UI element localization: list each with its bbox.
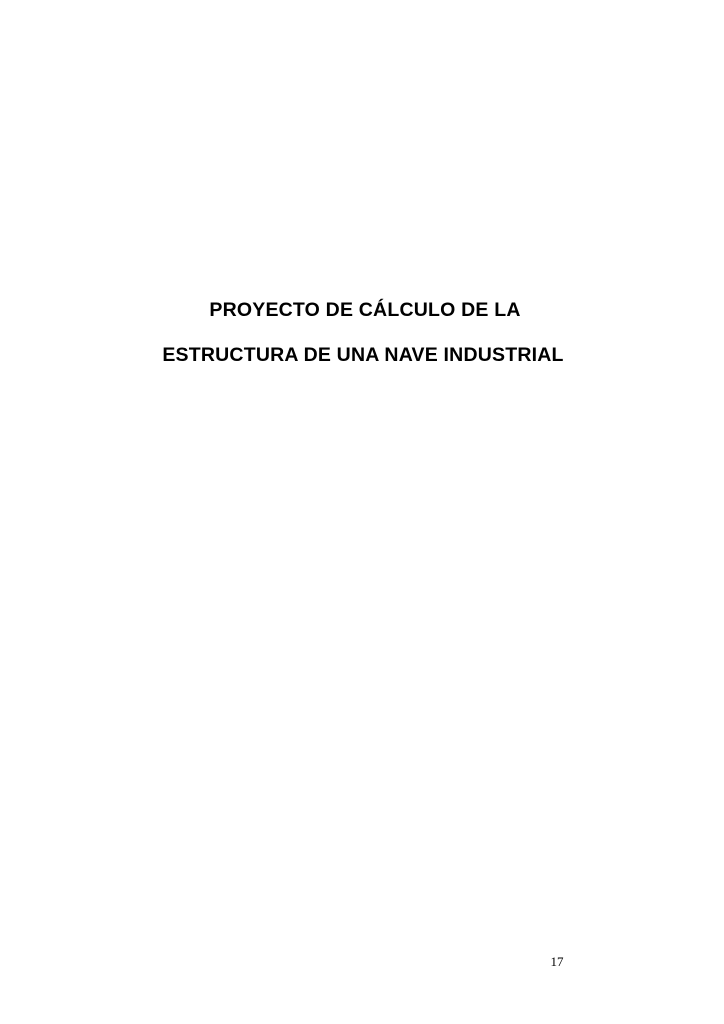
title-line-1: PROYECTO DE CÁLCULO DE LA — [209, 299, 521, 321]
title-line-2: ESTRUCTURA DE UNA NAVE INDUSTRIAL — [162, 344, 564, 366]
document-title — [0, 288, 724, 378]
page-number: 17 — [550, 954, 564, 969]
